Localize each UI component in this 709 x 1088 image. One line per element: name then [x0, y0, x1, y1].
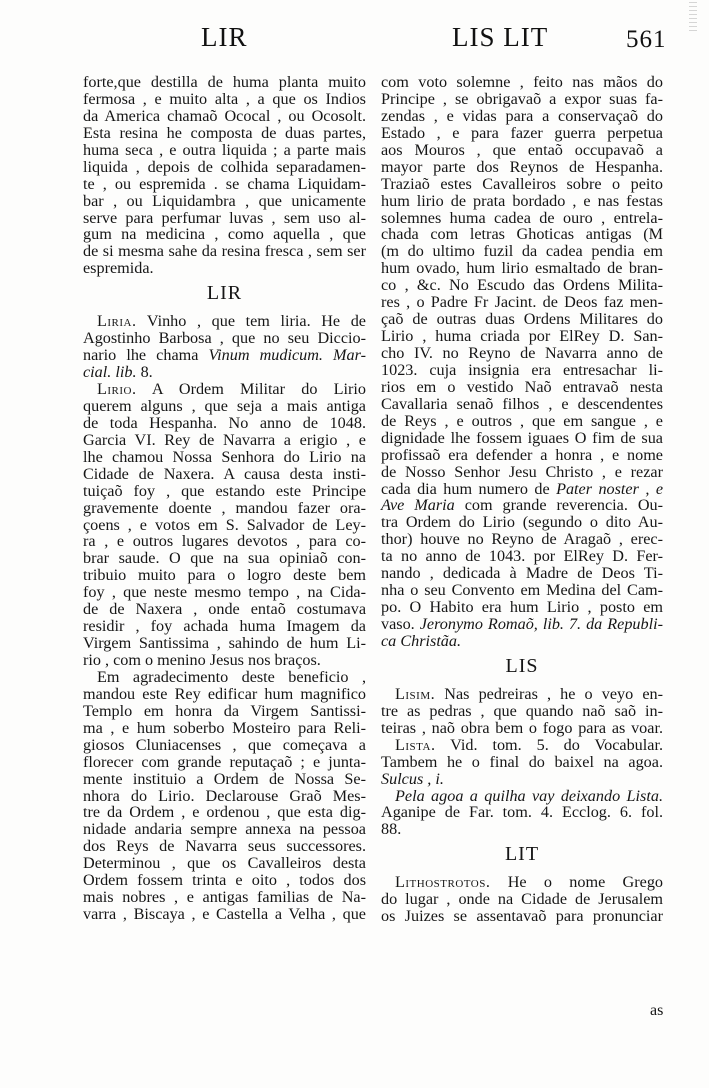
text-line: Garcia VI. Rey de Navarra a erigio , e — [83, 430, 366, 449]
text-line: Virgem Santissima , sahindo de hum Li- — [83, 634, 366, 653]
text-line: huma seca , e outra liquida ; a parte mais — [83, 140, 366, 159]
left-column — [83, 74, 366, 923]
latin-term: Vinum mudicum. Mar- — [208, 346, 366, 365]
entry-lirio — [83, 381, 366, 923]
text-line: (m do ultimo fuzil da cadea pendia em — [381, 242, 663, 261]
text-line: de toda Hespanha. No anno de 1048. — [83, 413, 366, 432]
text-line — [381, 788, 663, 805]
text-span: vaso. — [381, 615, 415, 633]
text-line: os Juizes se assentavaõ para pronunciar — [381, 907, 663, 926]
text-line: cho IV. no Reyno de Navarra anno de — [381, 344, 663, 362]
text-line: çoens , e votos em S. Salvador de Ley- — [83, 515, 366, 534]
text-line: nando , dedicada à Madre de Deos Ti- — [381, 564, 663, 583]
running-head-right: LIS LIT — [452, 22, 549, 52]
headword: Lithostrotos. — [395, 873, 491, 892]
section-heading-lir: LIR — [206, 282, 243, 305]
running-head-left: LIR — [201, 22, 248, 52]
text-line: Lirio , huma criada por ElRey D. San- — [381, 327, 663, 346]
text-line: mais nobres , e antigas familias de Na- — [83, 888, 366, 907]
text-line: zendas , e vidas para a conservaçaõ do — [381, 106, 663, 125]
text-line: hum lirio de prata bordado , e nas festas — [381, 191, 663, 210]
section-heading-lit: LIT — [504, 843, 540, 866]
text-span: Vid. tom. 5. do Vocabular. — [450, 735, 663, 754]
text-line — [83, 347, 366, 364]
text-line: florecer com grande reputaçaõ ; e junta- — [83, 752, 366, 771]
text-line: tre da Ordem , e ordenou , que esta dig- — [83, 803, 366, 822]
right-column — [381, 74, 663, 925]
text-line: da America chamaõ Ococal , ou Ocosolt. — [83, 106, 366, 125]
text-line: Estado , e para fazer guerra perpetua — [381, 123, 663, 142]
text-line: querem alguns , que seja a mais antiga — [83, 396, 366, 415]
text-line: lhe chamou Nossa Senhora do Lirio na — [83, 447, 366, 466]
text-line: tra Ordem do Lirio (segundo o dito Au- — [381, 513, 663, 532]
text-line: ra , e outros lugares devotos , para co- — [83, 532, 366, 551]
text-span: Nas pedreiras , he o veyo en- — [444, 684, 663, 703]
text-line: Agostinho Barbosa , que no seu Diccio- — [83, 329, 366, 348]
latin-term: Pater noster , e — [556, 479, 663, 498]
text-line: hum ovado, hum lirio esmaltado de bran- — [381, 259, 663, 278]
text-line — [381, 874, 663, 891]
text-line: de Nosso Senhor Jesu Christo , e rezar — [381, 462, 663, 481]
text-line: nha o seu Convento em Medina del Cam- — [381, 581, 663, 600]
text-line: aos Mouros , que entaõ occupavaõ a — [381, 140, 663, 159]
verse-quote: Pela agoa a quilha vay deixando Lista. — [395, 786, 663, 805]
text-line: de si mesma sahe da resina fresca , sem ser — [83, 242, 366, 261]
text-line: Ordem fossem trinta e oito , todos dos — [83, 871, 366, 890]
headword: Lirio. — [97, 380, 137, 398]
text-line — [381, 481, 663, 498]
latin-term: Sulcus , i. — [381, 769, 444, 788]
text-line: tre as pedras , que quando naõ saõ in- — [381, 701, 663, 720]
text-span: nario lhe chama — [83, 346, 199, 365]
text-line: bar , ou Liquidambra , que unicamente — [83, 191, 366, 210]
entry-liria — [83, 313, 366, 381]
text-line: Em agradecimento deste beneficio , — [97, 667, 366, 686]
text-line: po. O Habito era hum Lirio , posto em — [381, 598, 663, 617]
text-line: giosos Cluniacenses , que começava a — [83, 735, 366, 754]
text-line: solemnes huma cadea de ouro , entrela- — [381, 208, 663, 227]
text-line: mayor parte dos Reynos de Hespanha. — [381, 157, 663, 176]
text-line — [381, 616, 663, 633]
text-line — [381, 771, 663, 788]
text-line: 88. — [381, 820, 402, 839]
text-line — [381, 686, 663, 703]
text-line: gravemente doente , mandou fazer ora- — [83, 498, 366, 517]
text-line: varra , Biscaya , e Castella a Velha , que — [83, 905, 366, 924]
text-line: ta no anno de 1043. por ElRey D. Fer- — [381, 547, 663, 566]
text-line: dignidade lhe fossem iguaes O fim de sua — [381, 428, 663, 447]
text-line: Principe , se obrigavaõ a expor suas fa- — [381, 89, 663, 108]
text-line: nhora do Lirio. Declarouse Graõ Mes- — [83, 786, 366, 805]
text-line — [83, 313, 366, 330]
text-line: gum na medicina , como aquella , que — [83, 225, 366, 244]
text-line — [381, 737, 663, 754]
text-line: ma , e hum soberbo Mosteiro para Reli- — [83, 718, 366, 737]
citation: Jeronymo Romaõ, lib. 7. da Republi- — [419, 615, 663, 633]
text-span: 8. — [140, 363, 153, 382]
citation: cial. lib. — [83, 363, 137, 382]
text-line: chada com letras Ghoticas antigas (M — [381, 225, 663, 244]
text-line: Tambem he o final do baixel na agoa. — [381, 752, 663, 771]
page-number: 561 — [626, 26, 667, 53]
text-line: tuiçaõ foy , que estando este Principe — [83, 481, 366, 500]
text-line: serve para perfumar luvas , sem uso al- — [83, 208, 366, 227]
text-line: brar saude. O que na sua opiniaõ con- — [83, 549, 366, 568]
text-line: do lugar , onde na Cidade de Jerusalem — [381, 890, 663, 909]
text-line: rio , com o menino Jesus nos braços. — [83, 651, 321, 669]
text-line: mente instituio a Ordem de Nossa Se- — [83, 769, 366, 788]
text-line: te , ou espremida . se chama Liquidam- — [83, 174, 366, 193]
text-line: çaõ de outras duas Ordens Militares do — [381, 310, 663, 329]
text-span: He o nome Grego — [507, 873, 664, 892]
text-line: dos Reys de Navarra seus successores. — [83, 837, 366, 856]
text-line: de Reys , e outros , que em sangue , e — [381, 411, 663, 430]
text-line: profissaõ era defender a honra , e nome — [381, 445, 663, 464]
text-line: Determinou , que os Cavalleiros desta — [83, 854, 366, 873]
headword: Liria. — [97, 312, 137, 331]
text-line: Esta resina he composta de duas partes, — [83, 123, 366, 142]
latin-term: Ave Maria — [381, 496, 455, 515]
text-line: fermosa , e muito alta , a que os Indios — [83, 89, 366, 108]
text-line: Cidade de Naxera. A causa desta insti- — [83, 464, 366, 483]
text-line: tribuio muito para o logro deste bem — [83, 566, 366, 585]
text-span: Vinho , que tem liria. He de — [146, 312, 366, 331]
text-line: rios em o vestido Naõ entravaõ nesta — [381, 377, 663, 396]
text-line: Cavallaria senaõ filhos , e descendentes — [381, 394, 663, 413]
text-line: de de Naxera , onde entaõ costumava — [83, 600, 366, 619]
text-line — [381, 497, 663, 514]
text-line — [83, 381, 366, 398]
citation: ca Christãa. — [381, 631, 462, 650]
text-line: co , &c. No Escudo das Ordens Milita- — [381, 276, 663, 295]
text-line: Templo em honra da Virgem Santissi- — [83, 701, 366, 720]
text-line: residir , foy achada huma Imagem da — [83, 617, 366, 636]
text-line: com voto solemne , feito nas mãos do — [381, 73, 663, 91]
text-span: cada dia hum numero de — [381, 479, 550, 498]
entry-lithostrotos — [381, 874, 663, 925]
text-line: Traziaõ estes Cavalleiros sobre o peito — [381, 174, 663, 193]
headword: Lista. — [395, 735, 436, 754]
margin-smudge — [689, 2, 697, 32]
text-line: mandou este Rey edificar hum magnifico — [83, 684, 366, 703]
text-span: com grande reverencia. Ou- — [464, 496, 664, 515]
text-line: thor) houve no Reyno de Aragaõ , erec- — [381, 530, 663, 549]
text-line: Aganipe de Far. tom. 4. Ecclog. 6. fol. — [381, 803, 663, 822]
text-line: res , o Padre Fr Jacint. de Deos faz men- — [381, 293, 663, 312]
text-line — [381, 633, 663, 650]
section-heading-lis: LIS — [505, 654, 539, 677]
entry-lista — [381, 737, 663, 839]
catchword: as — [650, 1002, 664, 1019]
text-line: forte,que destilla de huma planta muito — [83, 73, 366, 91]
text-line: nidade andaria sempre annexa na pessoa — [83, 820, 366, 839]
text-span: A Ordem Militar do Lirio — [151, 380, 366, 398]
headword: Lisim. — [395, 684, 436, 703]
text-line — [83, 364, 366, 381]
text-line: foy , que neste mesmo tempo , na Cida- — [83, 583, 366, 602]
text-line: teiras , naõ obra bem o fogo para as voar. — [381, 718, 663, 737]
entry-continuation — [83, 74, 366, 277]
entry-lisim — [381, 686, 663, 737]
text-line: 1023. cuja insignia era entresachar li- — [381, 360, 663, 379]
text-line: espremida. — [83, 259, 154, 278]
entry-lirio-continuation — [381, 74, 663, 650]
text-line: liquida , depois de colhida separadamen- — [83, 157, 366, 176]
